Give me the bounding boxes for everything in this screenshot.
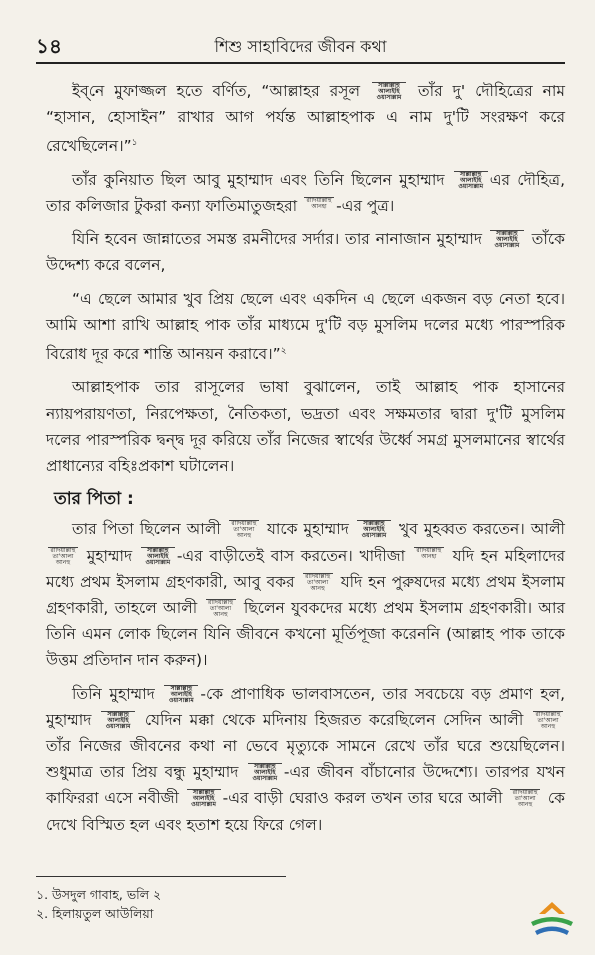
footnote-ref-2: ২ (280, 345, 287, 356)
running-title: শিশু সাহাবিদের জীবন কথা (214, 37, 387, 56)
section-heading: তার পিতা : (54, 489, 134, 510)
honorific-saw: সাল্লাল্লাহু আলাইহি ওয়াসাল্লাম (248, 763, 282, 782)
honorific-ra-m: রাদিয়াল্লাহু তা'আলা আনহু (48, 547, 78, 566)
honorific-saw: সাল্লাল্লাহু আলাইহি ওয়াসাল্লাম (454, 171, 488, 190)
honorific-ra-m: রাদিয়াল্লাহু তা'আলা আনহু (303, 573, 333, 592)
logo-wave-shape (531, 917, 573, 926)
honorific-saw: সাল্লাল্লাহু আলাইহি ওয়াসাল্লাম (357, 520, 391, 539)
page-header (36, 28, 565, 64)
honorific-saw: সাল্লাল্লাহু আলাইহি ওয়াসাল্লাম (164, 685, 198, 704)
logo-wave-shape (535, 927, 569, 936)
paragraph-1: ইব্‌নে মুফাজ্জল হতে বর্ণিত, “আল্লাহর রসূল সাল্লাল্লাহু আলাইহি ওয়াসাল্লাম তাঁর দু' দৌহিত্রের নাম “হাসান, হোসাইন” রাখার আগ পর্যন্ত আল্লাহপাক এ নাম দু'টি সংরক্ষণ করে রেখেছিলেন।”$^১$ (46, 82, 565, 156)
paragraph-6: তার পিতা ছিলেন আলী রাদিয়াল্লাহু তা'আলা আনহু যাকে মুহাম্মাদ সাল্লাল্লাহু আলাইহি ওয়াসাল্লাম খুব মুহব্বত করতেন। আলী রাদিয়াল্লাহু তা'আলা আনহু মুহাম্মাদ সাল্লাল্লাহু আলাইহি ওয়াসাল্লাম -এর বাড়ীতেই বাস করতেন। খাদীজা রাদিয়াল্লাহু আনহা যদি হন মহিলাদের মধ্যে প্রথম ইসলাম গ্রহণকারী, আবু বকর রাদিয়াল্লাহু তা'আলা আনহু যদি হন পুরুষদের মধ্যে প্রথম ইসলাম গ্রহণকারী, তাহলে আলী রাদিয়াল্লাহু তা'আলা আনহু ছিলেন যুবকদের মধ্যে প্রথম ইসলাম গ্রহণকারী। আর তিনি এমন লোক ছিলেন যিনি জীবনে কখনো মূর্তিপূজা করেননি (আল্লাহ পাক তাকে উত্তম প্রতিদান দান করুন)। (46, 520, 566, 670)
paragraph-7: তিনি মুহাম্মাদ সাল্লাল্লাহু আলাইহি ওয়াসাল্লাম -কে প্রাণাধিক ভালবাসতেন, তার সবচেয়ে বড় প্রমাণ হল, মুহাম্মাদ সাল্লাল্লাহু আলাইহি ওয়াসাল্লাম যেদিন মক্কা থেকে মদিনায় হিজরত করেছিলেন সেদিন আলী রাদিয়াল্লাহু তা'আলা আনহু তাঁর নিজের জীবনের কথা না ভেবে মৃত্যুকে সামনে রেখে তাঁর ঘরে শুয়েছিলেন। শুধুমাত্র তার প্রিয় বন্ধু মুহাম্মাদ সাল্লাল্লাহু আলাইহি ওয়াসাল্লাম -এর জীবন বাঁচানোর উদ্দেশ্যে। তারপর যখন কাফিররা এসে নবীজী সাল্লাল্লাহু আলাইহি ওয়াসাল্লাম -এর বাড়ী ঘেরাও করল তখন তার ঘরে আলী রাদিয়াল্লাহু তা'আলা আনহু কে দেখে বিস্মিত হল এবং হতাশ হয়ে ফিরে গেল। (46, 684, 565, 834)
honorific-saw: সাল্লাল্লাহু আলাইহি ওয়াসাল্লাম (141, 547, 175, 566)
footnote-2: ২. হিলায়তুল আউলিয়া (36, 906, 154, 921)
honorific-saw: সাল্লাল্লাহু আলাইহি ওয়াসাল্লাম (490, 230, 524, 249)
honorific-ra-m: রাদিয়াল্লাহু তা'আলা আনহু (533, 711, 563, 730)
paragraph-5: আল্লাহপাক তার রাসূলের ভাষা বুঝালেন, তাই আল্লাহ পাক হাসানের ন্যায়পরায়ণতা, নিরপেক্ষতা, নৈতিকতা, ভদ্রতা এবং সক্ষমতার দ্বারা দু'টি মুসলিম দলের পারস্পরিক দ্বন্দ্ব দূর করিয়ে তাঁর নিজের স্বার্থের উর্ধ্বে সমগ্র মুসলমানের স্বার্থের প্রাধান্যের বহিঃপ্রকাশ ঘটালেন। (46, 378, 565, 475)
footnote-1: ১. উসদুল গাবাহ, ভলি ২ (36, 887, 162, 902)
paragraph-2: তাঁর কুনিয়াত ছিল আবু মুহাম্মাদ এবং তিনি ছিলেন মুহাম্মাদ সাল্লাল্লাহু আলাইহি ওয়াসাল্লাম এর দৌহিত্র, তার কলিজার টুকরা কন্যা ফাতিমাতুজহরা রাদিয়াল্লাহু আনহা -এর পুত্র। (46, 170, 566, 215)
honorific-saw: সাল্লাল্লাহু আলাইহি ওয়াসাল্লাম (187, 789, 221, 808)
honorific-ra-m: রাদিয়াল্লাহু তা'আলা আনহু (206, 599, 236, 618)
body-text (46, 78, 565, 845)
publisher-logo-icon (525, 898, 579, 942)
honorific-ra-f: রাদিয়াল্লাহু আনহা (414, 547, 444, 566)
honorific-saw: সাল্লাল্লাহু আলাইহি ওয়াসাল্লাম (101, 711, 135, 730)
paragraph-3: যিনি হবেন জান্নাতের সমস্ত রমনীদের সর্দার। তার নানাজান মুহাম্মাদ সাল্লাল্লাহু আলাইহি ওয়াসাল্লাম তাঁকে উদ্দেশ্য করে বলেন, (46, 230, 565, 275)
logo-roof-shape (539, 902, 565, 914)
honorific-ra-m: রাদিয়াল্লাহু তা'আলা আনহু (510, 789, 540, 808)
honorific-saw: সাল্লাল্লাহু আলাইহি ওয়াসাল্লাম (372, 82, 406, 101)
honorific-ra-f: রাদিয়াল্লাহু আনহা (304, 197, 334, 216)
page-number: ১৪ (36, 34, 62, 58)
honorific-ra-m: রাদিয়াল্লাহু তা'আলা আনহু (229, 520, 259, 539)
footnotes (36, 876, 286, 923)
footnote-ref-1: ১ (131, 138, 138, 149)
paragraph-quote: “এ ছেলে আমার খুব প্রিয় ছেলে এবং একদিন এ ছেলে একজন বড় নেতা হবে। আমি আশা রাখি আল্লাহ পাক তাঁর মাধ্যমে দু'টি বড় মুসলিম দলের মধ্যে পারস্পরিক বিরোধ দূর করে শান্তি আনয়ন করাবে।”$^২$ (46, 289, 565, 364)
